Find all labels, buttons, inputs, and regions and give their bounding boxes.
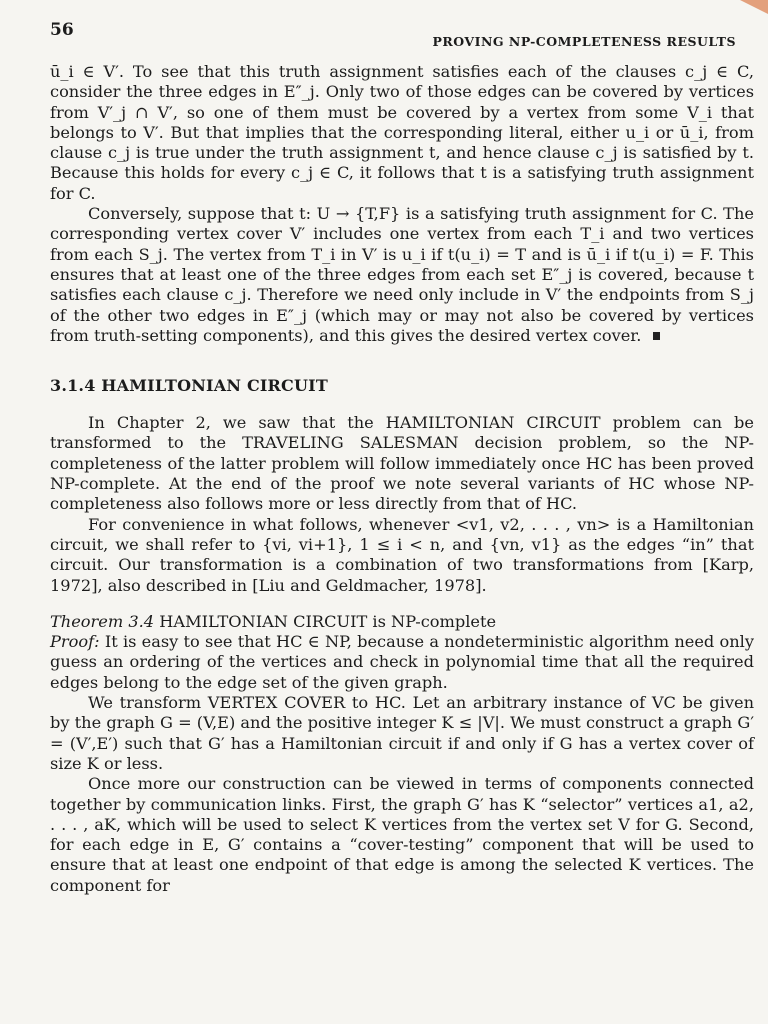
section-paragraph-convenience: For convenience in what follows, whenever <v1, v2, . . . , vn> is a Hamiltonian circuit, we shall refer to {vi, vi+1}, 1 ≤ i < n, and {vn, v1} as the edges “in” that circuit. Our transformation is a combination of two transformations from [Karp, 1972], also described in [Liu and Geldmacher, 1978].	[50, 514, 754, 595]
proof-text: It is easy to see that HC ∈ NP, because a nondeterministic algorithm need only guess an ordering of the vertices and check in polynomial time that all the required edges belong to the edge set of the given graph.	[50, 632, 754, 692]
paragraph-conversely-text: Conversely, suppose that t: U → {T,F} is a satisfying truth assignment for C. The corresponding vertex cover V′ includes one vertex from each T_i and two vertices from each S_j. The vertex from T_i in V′ is u_i if t(u_i) = T and is ū_i if t(u_i) = F. This ensures that at least one of the three edges from each set E″_j is covered, because t satisfies each clause c_j. Therefore we need only include in V′ the endpoints from S_j of the other two edges in E″_j (which may or may not also be covered by vertices from truth-setting components), and this gives the desired vertex cover.	[50, 204, 754, 345]
page-corner-mark	[740, 0, 768, 14]
theorem-label: Theorem 3.4	[50, 611, 155, 631]
proof-label: Proof:	[50, 632, 100, 652]
proof-paragraph-transform: We transform VERTEX COVER to HC. Let an arbitrary instance of VC be given by the graph G = (V,E) and the positive integer K ≤ |V|. We must construct a graph G′ = (V′,E′) such that G′ has a Hamiltonian circuit if and only if G has a vertex cover of size K or less.	[50, 693, 754, 773]
running-head: PROVING NP-COMPLETENESS RESULTS	[432, 34, 736, 49]
page-header	[50, 18, 754, 62]
theorem-statement	[50, 612, 754, 632]
end-of-proof-icon	[653, 332, 660, 340]
section-paragraph-intro: In Chapter 2, we saw that the HAMILTONIAN CIRCUIT problem can be transformed to the TRAVELING SALESMAN decision problem, so the NP-completeness of the latter problem will follow immediately once HC has been proved NP-complete. At the end of the proof we note several variants of HC whose NP-completeness also follows more or less directly from that of HC.	[50, 413, 754, 514]
page-number: 56	[50, 20, 74, 40]
paragraph-conversely	[50, 204, 754, 346]
book-page	[50, 18, 754, 896]
section-title: 3.1.4 HAMILTONIAN CIRCUIT	[50, 376, 328, 396]
spacer	[50, 596, 754, 612]
theorem-text: HAMILTONIAN CIRCUIT is NP-complete	[159, 611, 497, 631]
proof-paragraph	[50, 632, 754, 693]
paragraph-continued: ū_i ∈ V′. To see that this truth assignment satisfies each of the clauses c_j ∈ C, consider the three edges in E″_j. Only two of those edges can be covered by vertices from V′_j ∩ V′, so one of them must be covered by a vertex from some V_i that belongs to V′. But that implies that the corresponding literal, either u_i or ū_i, from clause c_j is true under the truth assignment t, and hence clause c_j is satisfied by t. Because this holds for every c_j ∈ C, it follows that t is a satisfying truth assignment for C.	[50, 62, 754, 203]
proof-paragraph-components: Once more our construction can be viewed in terms of components connected together by communication links. First, the graph G′ has K “selector” vertices a1, a2, . . . , aK, which will be used to select K vertices from the vertex set V for G. Second, for each edge in E, G′ contains a “cover-testing” component that will be used to ensure that at least one endpoint of that edge is among the selected K vertices. The component for	[50, 774, 754, 895]
